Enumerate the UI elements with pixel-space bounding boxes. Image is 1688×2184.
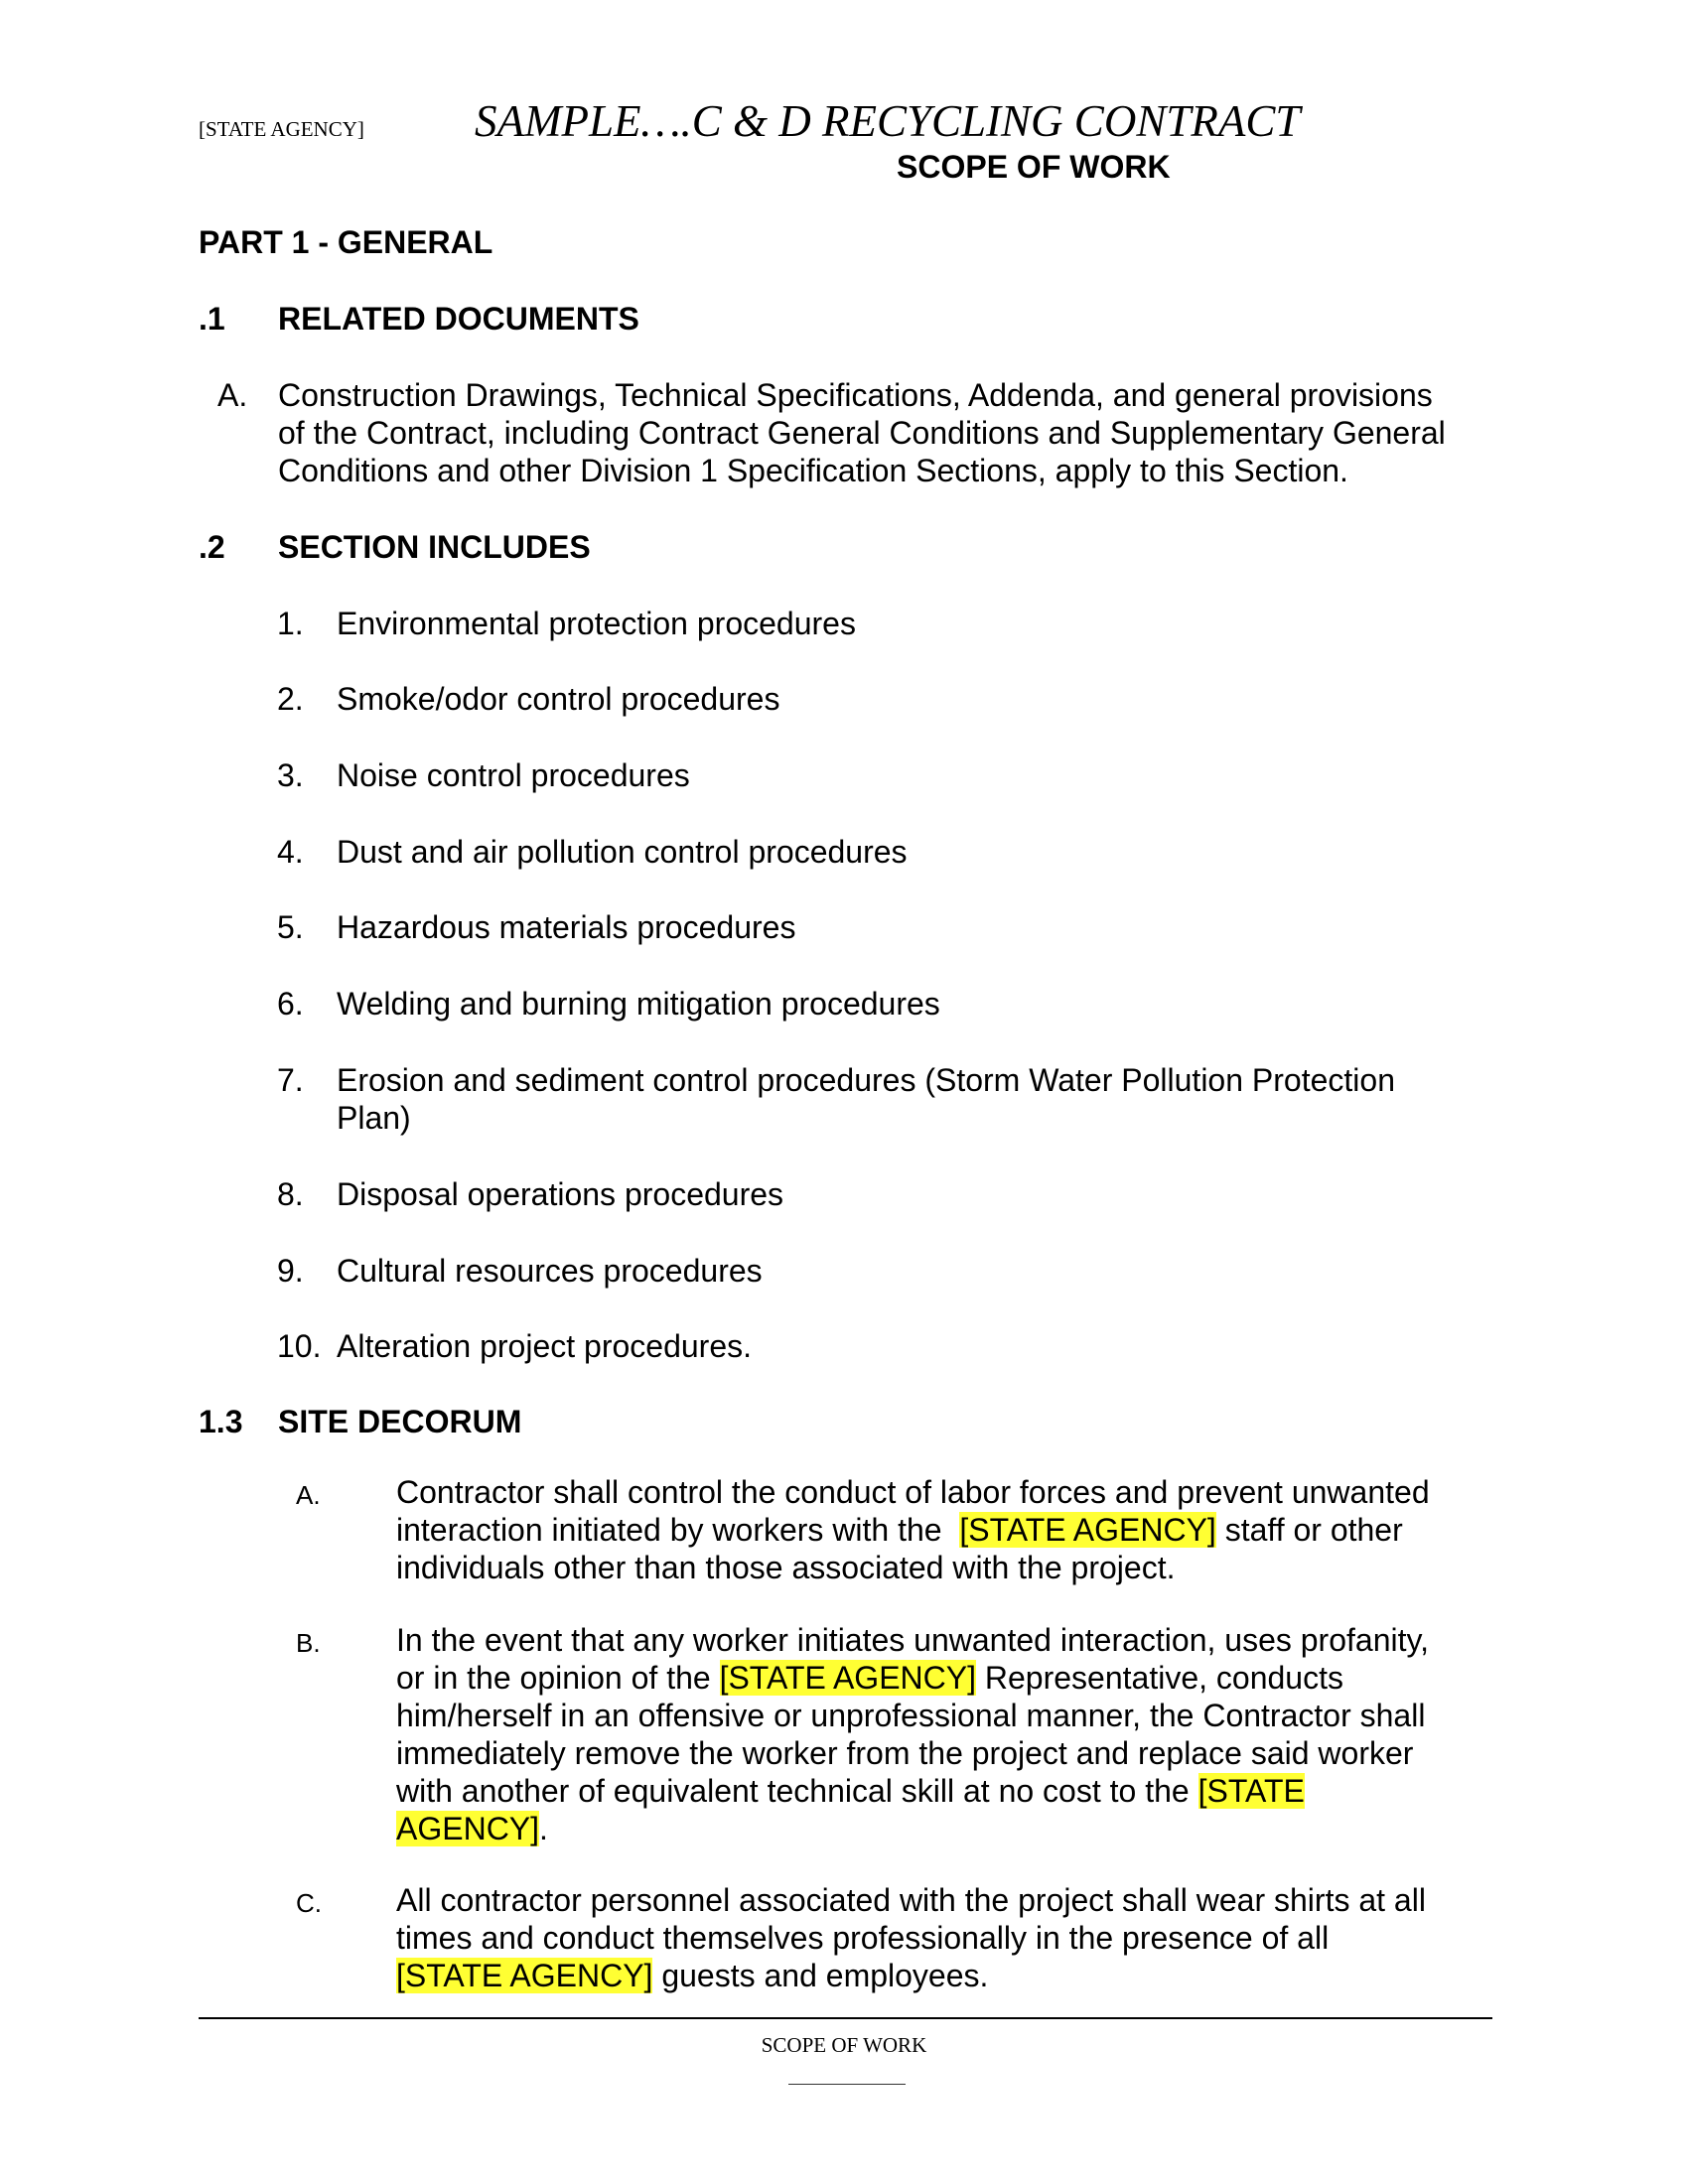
line-text: . bbox=[539, 1811, 548, 1846]
section-1-item-line: Construction Drawings, Technical Specifications, Addenda, and general provisions bbox=[278, 377, 1433, 413]
line-text: staff or other bbox=[1224, 1512, 1403, 1548]
site-decorum-b-line: him/herself in an offensive or unprofessional manner, the Contractor shall bbox=[396, 1698, 1426, 1733]
header-agency: [STATE AGENCY] bbox=[199, 117, 364, 141]
site-decorum-c-line: times and conduct themselves professionally in the presence of all bbox=[396, 1920, 1330, 1956]
list-item-text: Erosion and sediment control procedures (Storm Water Pollution Protection bbox=[337, 1062, 1395, 1098]
list-item-text-continued: Plan) bbox=[337, 1100, 411, 1136]
list-item-number: 4. bbox=[277, 834, 304, 870]
line-text: with another of equivalent technical skill at no cost to the bbox=[396, 1773, 1190, 1809]
site-decorum-a-line bbox=[396, 1511, 1492, 1549]
state-agency-highlight: [STATE bbox=[1197, 1773, 1305, 1809]
list-item-number: 6. bbox=[277, 986, 304, 1022]
list-item-number: 5. bbox=[277, 909, 304, 945]
list-item-text: Alteration project procedures. bbox=[337, 1328, 752, 1364]
list-item-number: 10. bbox=[277, 1328, 322, 1364]
section-3-number: 1.3 bbox=[199, 1404, 243, 1439]
footer-label: SCOPE OF WORK bbox=[761, 2033, 927, 2057]
site-decorum-c-line bbox=[396, 1957, 988, 1994]
section-3-title: SITE DECORUM bbox=[278, 1404, 522, 1439]
document-title: SAMPLE….C & D RECYCLING CONTRACT bbox=[475, 96, 1301, 146]
list-item-text: Disposal operations procedures bbox=[337, 1176, 784, 1212]
page-number-line bbox=[788, 2084, 906, 2085]
list-item-text: Smoke/odor control procedures bbox=[337, 681, 780, 717]
list-item-text: Welding and burning mitigation procedures bbox=[337, 986, 940, 1022]
document-subtitle: SCOPE OF WORK bbox=[897, 149, 1171, 185]
site-decorum-a-line: Contractor shall control the conduct of labor forces and prevent unwanted bbox=[396, 1474, 1430, 1510]
line-text: or in the opinion of the bbox=[396, 1660, 711, 1696]
site-decorum-item-letter: B. bbox=[296, 1628, 321, 1658]
list-item-text: Dust and air pollution control procedures bbox=[337, 834, 908, 870]
list-item-text: Cultural resources procedures bbox=[337, 1253, 763, 1289]
state-agency-highlight: [STATE AGENCY] bbox=[719, 1660, 976, 1696]
list-item-number: 3. bbox=[277, 757, 304, 793]
list-item-number: 8. bbox=[277, 1176, 304, 1212]
site-decorum-item-letter: A. bbox=[296, 1480, 321, 1510]
list-item-number: 1. bbox=[277, 606, 304, 641]
line-text: guests and employees. bbox=[661, 1958, 989, 1993]
section-2-title: SECTION INCLUDES bbox=[278, 529, 591, 565]
site-decorum-b-line: In the event that any worker initiates unwanted interaction, uses profanity, bbox=[396, 1622, 1429, 1658]
state-agency-highlight: AGENCY] bbox=[396, 1811, 540, 1846]
section-1-title: RELATED DOCUMENTS bbox=[278, 301, 639, 337]
list-item-text: Noise control procedures bbox=[337, 757, 690, 793]
state-agency-highlight: [STATE AGENCY] bbox=[396, 1958, 653, 1993]
list-item-text: Hazardous materials procedures bbox=[337, 909, 796, 945]
site-decorum-b-line bbox=[396, 1810, 548, 1847]
site-decorum-item-letter: C. bbox=[296, 1888, 322, 1918]
footer-rule bbox=[199, 2017, 1492, 2019]
site-decorum-c-line: All contractor personnel associated with the project shall wear shirts at all bbox=[396, 1882, 1426, 1918]
list-item-text: Environmental protection procedures bbox=[337, 606, 856, 641]
list-item-number: 9. bbox=[277, 1253, 304, 1289]
site-decorum-b-line: immediately remove the worker from the project and replace said worker bbox=[396, 1735, 1414, 1771]
list-item-number: 2. bbox=[277, 681, 304, 717]
site-decorum-b-line bbox=[396, 1772, 1492, 1810]
section-1-item-line: of the Contract, including Contract General Conditions and Supplementary General bbox=[278, 415, 1446, 451]
section-2-number: .2 bbox=[199, 529, 225, 565]
part-heading: PART 1 - GENERAL bbox=[199, 224, 493, 260]
section-1-item-letter: A. bbox=[217, 377, 248, 413]
section-1-item-line: Conditions and other Division 1 Specification Sections, apply to this Section. bbox=[278, 453, 1348, 488]
list-item-number: 7. bbox=[277, 1062, 304, 1098]
site-decorum-b-line bbox=[396, 1659, 1492, 1697]
state-agency-highlight: [STATE AGENCY] bbox=[959, 1512, 1216, 1548]
line-text: Representative, conducts bbox=[984, 1660, 1343, 1696]
line-text: interaction initiated by workers with the bbox=[396, 1512, 942, 1548]
site-decorum-a-line: individuals other than those associated with the project. bbox=[396, 1550, 1176, 1585]
section-1-number: .1 bbox=[199, 301, 225, 337]
